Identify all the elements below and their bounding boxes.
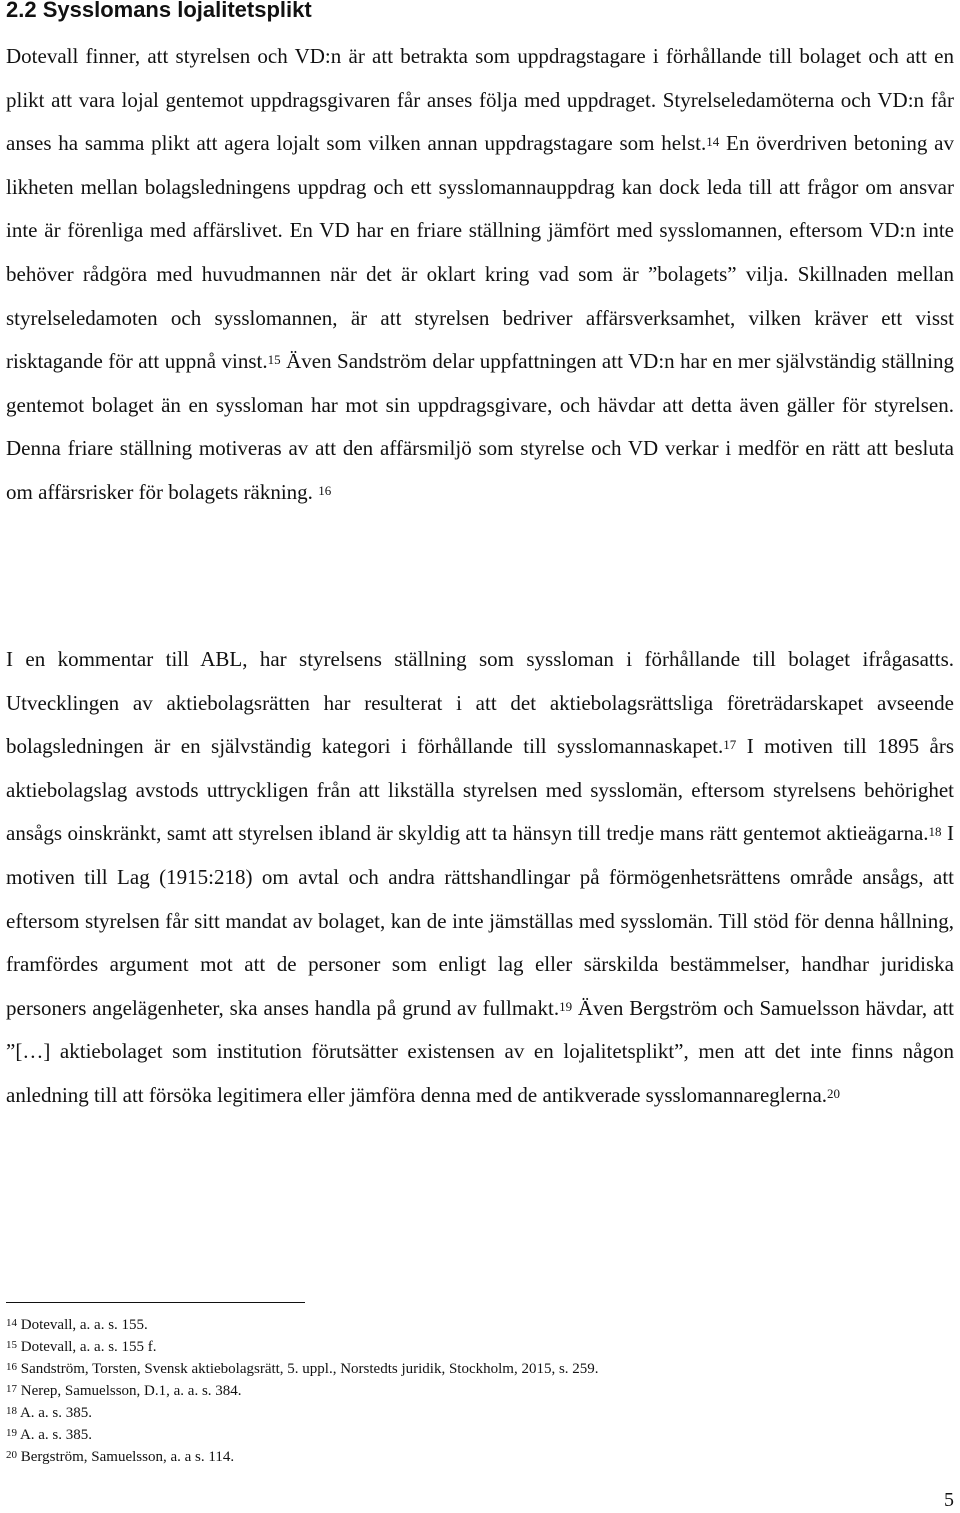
footnote-15: [6, 1336, 906, 1358]
footnote-20: [6, 1446, 906, 1468]
footnotes-list: [6, 1314, 906, 1468]
paragraph-2-sentence-1: I en kommentar till ABL, har styrelsens ställning som syssloman i förhållande till bolaget ifrågasatts. Utvecklingen av aktiebolagsrätten har resulterat i att det aktiebolagsrättsliga företrädarskapet avseende bolagsledningen är en självständig kategori i förhållande till sysslomannaskapet.: [6, 647, 954, 759]
footnote-19: [6, 1424, 906, 1446]
footnote-ref-18[interactable]: 18: [928, 824, 942, 840]
footnote-ref-16[interactable]: 16: [318, 482, 332, 498]
footnote-text: Dotevall, a. a. s. 155 f.: [20, 1339, 157, 1355]
footnote-text: Dotevall, a. a. s. 155.: [20, 1317, 148, 1333]
body-paragraph-2: [6, 638, 954, 1118]
footnote-number: 15: [6, 1339, 17, 1351]
footnote-number: 14: [6, 1317, 17, 1329]
body-paragraph-1: [6, 35, 954, 515]
footnote-separator: [6, 1302, 305, 1303]
section-heading: 2.2 Sysslomans lojalitetsplikt: [6, 0, 312, 22]
footnote-number: 16: [6, 1361, 17, 1373]
footnote-ref-17[interactable]: 17: [723, 737, 737, 753]
paragraph-1-sentence-2: En överdriven betoning av likheten mellan bolagsledningens uppdrag och ett sysslomannauppdrag kan dock leda till att frågor om ansvar inte är förenliga med affärslivet. En VD har en friare ställning jämfört med sysslomannen, eftersom VD:n inte behöver rådgöra med huvudmannen när det är oklart kring vad som är ”bolagets” vilja. Skillnaden mellan styrelseledamoten och sysslomannen, är att styrelsen bedriver affärsverksamhet, vilken kräver ett visst risktagande för att uppnå vinst.: [6, 131, 955, 374]
footnote-text: Nerep, Samuelsson, D.1, a. a. s. 384.: [20, 1383, 242, 1399]
page-number: 5: [944, 1489, 954, 1511]
paragraph-1-sentence-1: Dotevall finner, att styrelsen och VD:n är att betrakta som uppdragstagare i förhållande till bolaget och att en plikt att vara lojal gentemot uppdragsgivaren får anses följa med uppdraget. Styrelseledamöterna och VD:n får anses ha samma plikt att agera lojalt som vilken annan uppdragstagare som helst.: [6, 44, 954, 156]
footnote-ref-20[interactable]: 20: [827, 1085, 841, 1101]
footnote-text: A. a. s. 385.: [19, 1427, 93, 1443]
footnote-text: Sandström, Torsten, Svensk aktiebolagsrätt, 5. uppl., Norstedts juridik, Stockholm, 2015, s. 259.: [20, 1361, 599, 1377]
footnote-ref-14[interactable]: 14: [706, 134, 720, 150]
footnote-16: [6, 1358, 906, 1380]
footnote-text: A. a. s. 385.: [19, 1405, 93, 1421]
footnote-text: Bergström, Samuelsson, a. a s. 114.: [20, 1449, 235, 1465]
footnote-ref-15[interactable]: 15: [267, 352, 281, 368]
footnote-number: 19: [6, 1427, 17, 1439]
paragraph-2-sentence-2: I motiven till 1895 års aktiebolagslag avstods uttryckligen från att likställa styrelsen med sysslomän, eftersom styrelsens behörighet ansågs oinskränkt, samt att styrelsen ibland är skyldig att ta hänsyn till tredje mans rätt gentemot aktieägarna.: [6, 734, 954, 846]
paragraph-1-sentence-3: Även Sandström delar uppfattningen att VD:n har en mer självständig ställning gentemot bolaget än en syssloman har mot sin uppdragsgivare, och hävdar att detta även gäller för styrelsen. Denna friare ställning motiveras av att den affärsmiljö som styrelse och VD verkar i medför en rätt att besluta om affärsrisker för bolagets räkning.: [6, 349, 954, 504]
footnote-18: [6, 1402, 906, 1424]
footnote-14: [6, 1314, 906, 1336]
footnote-ref-19[interactable]: 19: [559, 998, 573, 1014]
paragraph-2-sentence-3: I motiven till Lag (1915:218) om avtal och andra rättshandlingar på förmögenhetsrättens område ansågs, att eftersom styrelsen får sitt mandat av bolaget, kan de inte jämställas med sysslomän. Till stöd för denna hållning, framfördes argument mot att de personer som enligt lag eller särskilda bestämmelser, handhar juridiska personers angelägenheter, ska anses handla på grund av fullmakt.: [6, 821, 954, 1020]
footnote-number: 20: [6, 1449, 17, 1461]
footnote-number: 18: [6, 1405, 17, 1417]
footnote-number: 17: [6, 1383, 17, 1395]
footnote-17: [6, 1380, 906, 1402]
paragraph-2-sentence-4: Även Bergström och Samuelsson hävdar, att ”[…] aktiebolaget som institution förutsätter existensen av en lojalitetsplikt”, men att det inte finns någon anledning till att försöka legitimera eller jämföra denna med de antikverade sysslomannareglerna.: [6, 995, 954, 1107]
